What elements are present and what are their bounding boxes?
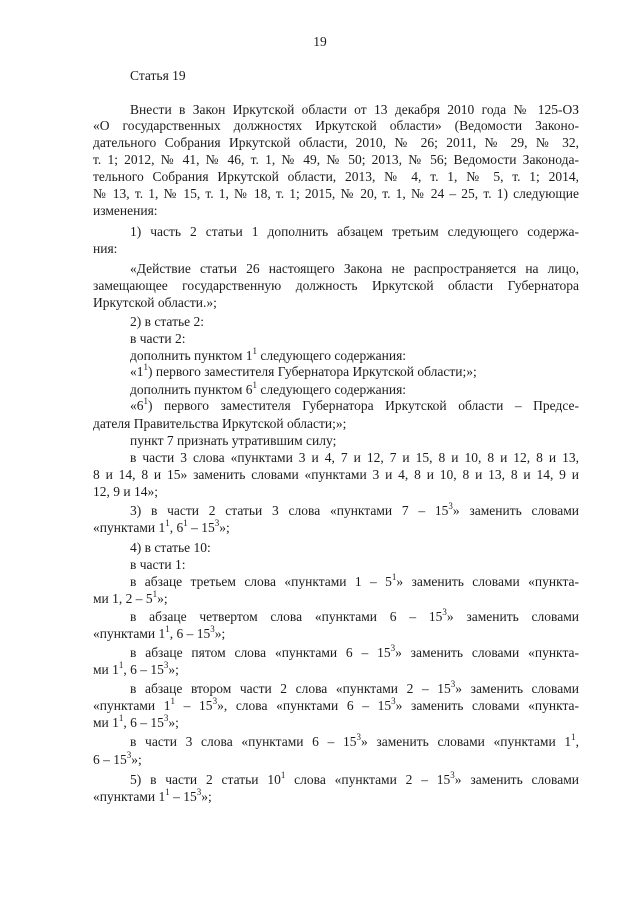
- text-line: [93, 749, 579, 768]
- text-segment: ми 1: [93, 662, 119, 677]
- text-segment: пункт 7 признать утратившим силу;: [130, 433, 337, 448]
- superscript: 3: [126, 749, 132, 760]
- text-line: [130, 102, 579, 118]
- text-line: [93, 169, 579, 185]
- superscript: 1: [391, 571, 397, 582]
- text-segment: ми 1: [93, 715, 119, 730]
- text-line: [93, 241, 579, 257]
- superscript: 3: [448, 500, 453, 511]
- text-segment: »;: [168, 715, 179, 730]
- superscript: 3: [450, 769, 455, 780]
- text-segment: «1: [130, 364, 144, 379]
- text-segment: «Действие статьи 26 настоящего Закона не распространяется на лицо,: [130, 261, 579, 276]
- superscript: 1: [165, 786, 170, 797]
- text-line: [130, 571, 579, 590]
- text-line: [93, 152, 579, 168]
- text-segment: в части 3 слова «пунктами 3 и 4, 7 и 12, 7 и 15, 8 и 10, 8 и 12, 8 и 13,: [130, 450, 579, 465]
- text-segment: 6 – 15: [93, 752, 127, 767]
- superscript: 3: [196, 786, 202, 797]
- text-line: [130, 450, 579, 466]
- text-segment: 8 и 14, 8 и 15» заменить словами «пунктами 3 и 4, 8 и 10, 8 и 13, 8 и 14, 9 и: [93, 467, 579, 482]
- text-line: [93, 416, 579, 432]
- text-segment: ми 1, 2 – 5: [93, 591, 153, 606]
- text-line: [130, 642, 579, 661]
- text-segment: » заменить словами «пункта-: [396, 574, 579, 589]
- superscript: 1: [118, 712, 124, 723]
- superscript: 1: [280, 769, 286, 780]
- text-segment: «пунктами 1: [93, 626, 166, 641]
- text-line: [93, 786, 579, 805]
- superscript: 1: [571, 731, 576, 742]
- text-segment: «О государственных должностях Иркутской области» (Ведомости Законо-: [93, 118, 579, 133]
- text-line: [93, 484, 579, 500]
- text-segment: в абзаце пятом слова «пунктами 6 – 15: [130, 645, 391, 660]
- superscript: 1: [143, 395, 148, 406]
- text-line: [93, 203, 579, 219]
- superscript: 1: [252, 379, 257, 390]
- text-line: [93, 712, 579, 731]
- text-segment: в абзаце четвертом слова «пунктами 6 – 15: [130, 609, 443, 624]
- text-segment: слова «пунктами 2 – 15: [285, 772, 451, 787]
- text-segment: »;: [157, 591, 168, 606]
- superscript: 3: [390, 642, 396, 653]
- text-line: [130, 379, 579, 398]
- superscript: 3: [356, 731, 361, 742]
- text-segment: замещающее государственную должность Иркутской области Губернатора: [93, 278, 579, 293]
- text-line: [130, 395, 579, 414]
- text-line: [93, 588, 579, 607]
- text-line: [93, 118, 579, 134]
- superscript: 1: [170, 695, 176, 706]
- superscript: 3: [214, 517, 220, 528]
- text-line: [130, 261, 579, 277]
- superscript: 1: [165, 623, 170, 634]
- text-segment: в части 2:: [130, 331, 186, 346]
- text-segment: следующего содержания:: [257, 348, 407, 363]
- text-segment: 3) в части 2 статьи 3 слова «пунктами 7 – 15: [130, 503, 449, 518]
- text-segment: «6: [130, 398, 144, 413]
- article-title: Статья 19: [130, 68, 186, 83]
- text-segment: ) первого заместителя Губернатора Иркутской области;»;: [148, 364, 477, 379]
- text-line: [93, 695, 580, 714]
- text-segment: Внести в Закон Иркутской области от 13 декабря 2010 года № 125-ОЗ: [130, 102, 579, 117]
- text-segment: № 13, т. 1, № 15, т. 1, № 18, т. 1; 2015, № 20, т. 1, № 24 – 25, т. 1) следующие: [93, 186, 579, 201]
- text-segment: , 6 – 15: [169, 626, 211, 641]
- text-line: [93, 135, 579, 151]
- superscript: 1: [118, 659, 124, 670]
- text-segment: ния:: [93, 241, 118, 256]
- text-segment: дательного Собрания Иркутской области, 2010, № 26; 2011, № 29, № 32,: [93, 135, 579, 150]
- superscript: 3: [391, 695, 396, 706]
- text-line: [130, 500, 579, 519]
- text-segment: в части 1:: [130, 557, 186, 572]
- text-line: [93, 295, 579, 311]
- superscript: 3: [210, 623, 215, 634]
- superscript: 1: [252, 345, 257, 356]
- text-segment: » заменить словами «пункта-: [395, 645, 579, 660]
- text-segment: »;: [131, 752, 142, 767]
- text-segment: в абзаце третьем слова «пунктами 1 – 5: [130, 574, 392, 589]
- text-segment: т. 1; 2012, № 41, № 46, т. 1, № 49, № 50; 2013, № 56; Ведомости Законода-: [93, 152, 579, 167]
- text-line: [130, 606, 579, 625]
- text-segment: 5) в части 2 статьи 10: [130, 772, 281, 787]
- text-line: [130, 769, 579, 788]
- text-line: [93, 278, 579, 294]
- text-line: [93, 659, 579, 678]
- text-segment: »;: [168, 662, 179, 677]
- superscript: 3: [163, 659, 169, 670]
- text-segment: 1) часть 2 статьи 1 дополнить абзацем третьим следующего содержа-: [130, 224, 579, 239]
- superscript: 1: [183, 517, 188, 528]
- text-segment: 2) в статье 2:: [130, 314, 204, 329]
- text-segment: »;: [214, 626, 226, 641]
- text-segment: »;: [219, 520, 230, 535]
- text-line: [93, 467, 579, 483]
- text-segment: , 6 – 15: [123, 662, 164, 677]
- text-segment: » заменить словами «пункта-: [395, 698, 580, 713]
- text-line: [93, 623, 579, 642]
- text-segment: изменения:: [93, 203, 158, 218]
- text-segment: ,: [575, 734, 579, 749]
- text-segment: в абзаце втором части 2 слова «пунктами 2 – 15: [130, 681, 451, 696]
- text-line: [130, 678, 579, 697]
- text-segment: » заменить словами: [454, 772, 579, 787]
- text-segment: Иркутской области.»;: [93, 295, 217, 310]
- text-segment: »;: [201, 789, 212, 804]
- text-segment: » заменить словами: [446, 609, 579, 624]
- text-line: [130, 557, 579, 573]
- text-segment: » заменить словами: [452, 503, 579, 518]
- text-segment: , 6 – 15: [123, 715, 164, 730]
- text-segment: – 15: [175, 698, 213, 713]
- text-segment: , 6: [169, 520, 184, 535]
- text-line: [130, 345, 579, 364]
- text-line: [130, 331, 579, 347]
- text-line: [93, 186, 579, 202]
- text-segment: 12, 9 и 14»;: [93, 484, 158, 499]
- text-line: [130, 314, 579, 330]
- text-line: [93, 517, 579, 536]
- text-line: [130, 433, 579, 449]
- text-segment: дополнить пунктом 1: [130, 348, 253, 363]
- superscript: 3: [212, 695, 218, 706]
- text-segment: ) первого заместителя Губернатора Иркутской области – Предсе-: [148, 398, 579, 413]
- text-segment: – 15: [187, 520, 215, 535]
- text-line: [130, 224, 579, 240]
- superscript: 3: [442, 606, 447, 617]
- superscript: 1: [152, 588, 158, 599]
- superscript: 3: [450, 678, 456, 689]
- text-segment: дополнить пунктом 6: [130, 382, 253, 397]
- text-segment: – 15: [169, 789, 197, 804]
- text-segment: в части 3 слова «пунктами 6 – 15: [130, 734, 357, 749]
- text-segment: следующего содержания:: [257, 382, 407, 397]
- text-segment: тельного Собрания Иркутской области, 2013, № 4, т. 1, № 5, т. 1; 2014,: [93, 169, 579, 184]
- text-segment: » заменить словами: [455, 681, 579, 696]
- text-segment: дателя Правительства Иркутской области;»;: [93, 416, 347, 431]
- text-segment: » заменить словами «пунктами 1: [361, 734, 572, 749]
- text-line: [130, 361, 579, 380]
- text-segment: «пунктами 1: [93, 789, 166, 804]
- text-segment: 4) в статье 10:: [130, 540, 211, 555]
- text-segment: », слова «пунктами 6 – 15: [217, 698, 392, 713]
- superscript: 1: [165, 517, 170, 528]
- text-segment: «пунктами 1: [93, 520, 166, 535]
- superscript: 1: [143, 361, 148, 372]
- text-line: [130, 731, 579, 750]
- text-segment: «пунктами 1: [93, 698, 171, 713]
- text-line: [130, 540, 579, 556]
- page-number: 19: [313, 34, 327, 49]
- superscript: 3: [163, 712, 169, 723]
